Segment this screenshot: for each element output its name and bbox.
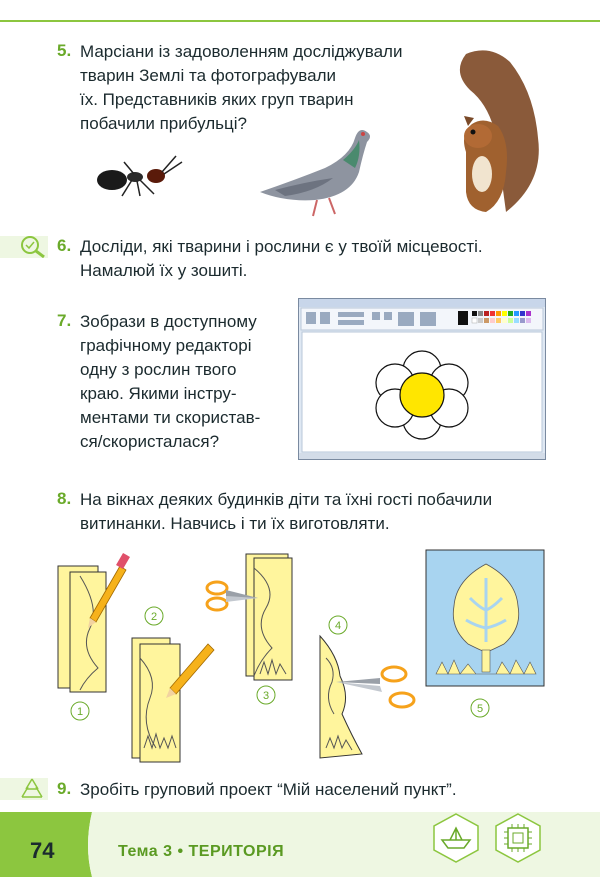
step-4-label: 4 — [334, 620, 342, 632]
paper-cutting-steps — [40, 548, 560, 770]
task-8-text — [80, 488, 580, 536]
task-9-line: Зробіть груповий проект “Мій населений пункт”. — [80, 780, 457, 799]
task-5-line: тварин Землі та фотографували — [80, 66, 336, 85]
step-4-paper — [320, 636, 362, 758]
task-6-text — [80, 235, 580, 283]
task-5-line: Марсіани із задоволенням досліджували — [80, 42, 403, 61]
task-5-line: їх. Представників яких груп тварин — [80, 90, 354, 109]
task-5-number: 5. — [57, 41, 72, 60]
task-8-number: 8. — [57, 489, 72, 508]
step-1-circle — [71, 702, 89, 720]
task-6-line: Намалюй їх у зошиті. — [80, 261, 248, 280]
step-1-label: 1 — [76, 706, 84, 718]
step-5-label: 5 — [476, 703, 484, 715]
step-2-label: 2 — [150, 611, 158, 623]
top-rule — [0, 20, 600, 22]
circuit-board-icon — [492, 812, 544, 864]
squirrel-image — [446, 42, 546, 218]
task-7-number: 7. — [57, 311, 72, 330]
theme-title: Тема 3 • ТЕРИТОРІЯ — [118, 843, 285, 860]
step-1-paper — [58, 566, 106, 692]
task-7-text — [80, 310, 300, 454]
paper-boat-icon — [430, 812, 482, 864]
step-4-circle — [329, 616, 347, 634]
recycle-icon — [18, 777, 46, 801]
step-5-panel — [426, 550, 544, 686]
task-8-line: витинанки. Навчись і ти їх виготовляти. — [80, 514, 390, 533]
task-7-line: краю. Якими інстру- — [80, 384, 237, 403]
page-number: 74 — [30, 838, 55, 863]
task-7-line: одну з рослин твого — [80, 360, 237, 379]
task-9-text — [80, 778, 580, 802]
step-3-circle — [257, 686, 275, 704]
task-7-line: ся/скористалася? — [80, 432, 220, 451]
paint-editor-screenshot — [298, 298, 546, 460]
ant-image — [92, 150, 184, 198]
task-6-line: Досліди, які тварини і рослини є у твоїй місцевості. — [80, 237, 483, 256]
task-8-line: На вікнах деяких будинків діти та їхні гості побачили — [80, 490, 493, 509]
step-2-circle — [145, 607, 163, 625]
scissors-icon — [336, 667, 414, 707]
step-2-paper — [132, 638, 180, 762]
pigeon-image — [255, 120, 375, 218]
task-7-line: ментами ти скористав- — [80, 408, 261, 427]
magnifier-icon — [18, 234, 48, 258]
step-3-paper — [246, 554, 292, 680]
step-5-circle — [471, 699, 489, 717]
task-5-line: побачили прибульці? — [80, 114, 247, 133]
task-7-line: графічному редакторі — [80, 336, 252, 355]
step-3-label: 3 — [262, 690, 270, 702]
task-7-line: Зобрази в доступному — [80, 312, 257, 331]
task-9-number: 9. — [57, 779, 72, 798]
task-6-number: 6. — [57, 236, 72, 255]
